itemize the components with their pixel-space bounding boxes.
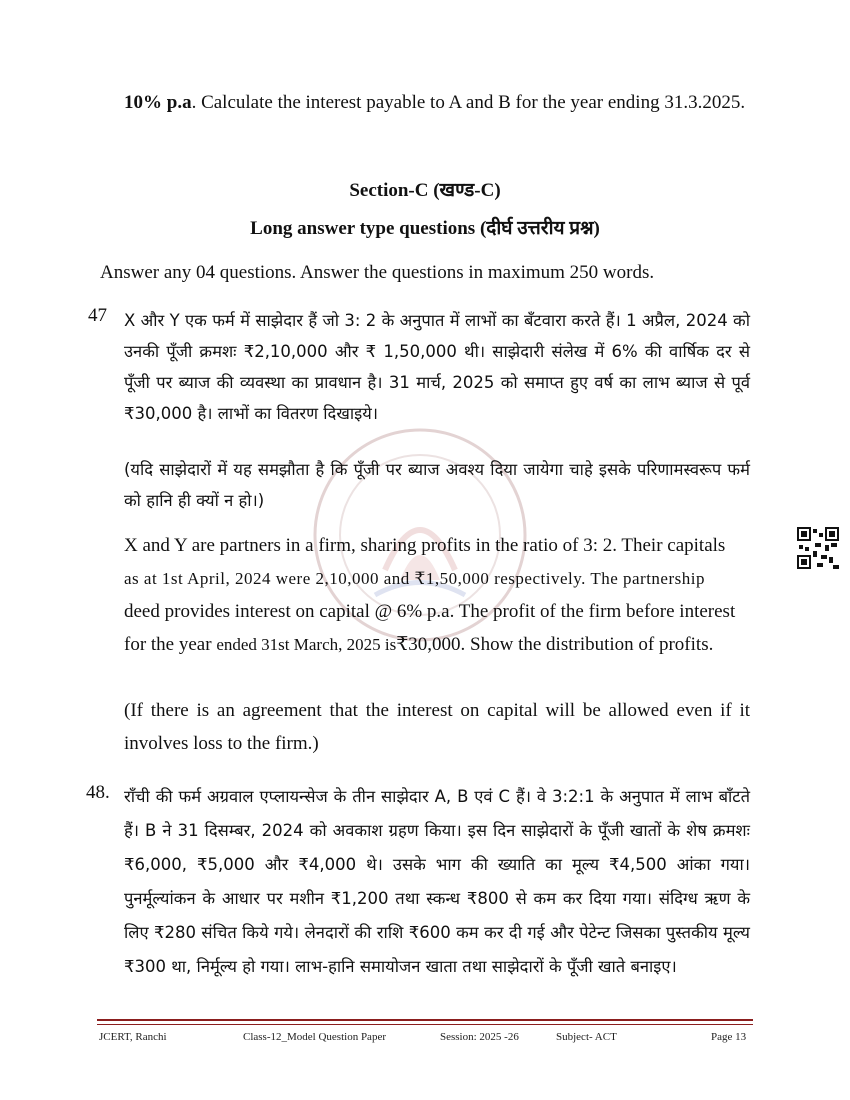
question-47-hindi: X और Y एक फर्म में साझेदार हैं जो 3: 2 के अनुपात में लाभों का बँटवारा करते हैं। 1 अप्रैल, 2024 को उनकी पूँजी क्रमशः ₹2,10,000 और ₹ 1,50,000 थी। साझेदारी संलेख में 6% की वार्षिक दर से पूँजी पर ब्याज की व्यवस्था का प्रावधान है। 31 मार्च, 2025 को समाप्त हुए वर्ष का लाभ ब्याज से पूर्व ₹30,000 है। लाभों का वितरण दिखाइये। bbox=[124, 311, 750, 423]
footer-page-number: Page 13 bbox=[711, 1031, 747, 1043]
question-47-english-line-4: ended 31st March, 2025 is bbox=[216, 635, 397, 654]
question-number-48: 48. bbox=[86, 782, 110, 803]
interest-rate: 10% p.a bbox=[124, 92, 192, 113]
question-47-english-note: (If there is an agreement that the interest on capital will be allowed even if it involves loss to the firm.) bbox=[124, 700, 750, 754]
question-47-hindi-note: (यदि साझेदारों में यह समझौता है कि पूँजी पर ब्याज अवश्य दिया जायेगा चाहे इसके परिणामस्वरूप फर्म को हानि ही क्यों न हो।) bbox=[124, 460, 750, 510]
section-instructions: Answer any 04 questions. Answer the questions in maximum 250 words. bbox=[100, 262, 655, 283]
question-number-47: 47 bbox=[88, 305, 107, 326]
footer-rule-bottom bbox=[97, 1024, 753, 1025]
question-48-hindi: राँची की फर्म अग्रवाल एप्लायन्सेज के तीन साझेदार A, B एवं C हैं। वे 3:2:1 के अनुपात में लाभ बाँटते हैं। B ने 31 दिसम्बर, 2024 को अवकाश ग्रहण किया। इस दिन साझेदारों के पूँजी खातों के शेष क्रमशः ₹6,000, ₹5,000 और ₹4,000 थे। उसके भाग की ख्याति का मूल्य ₹4,500 आंका गया। पुनर्मूल्यांकन के आधार पर मशीन ₹1,200 तथा स्कन्ध ₹800 से कम कर दिया गया। संदिग्ध ऋण के लिए ₹280 संचित किये गये। लेनदारों की राशि ₹600 कम कर दी गई और पेटेन्ट जिसका पुस्तकीय मूल्य ₹300 था, निर्मूल्य हो गया। लाभ-हानि समायोजन खाता तथा साझेदारों के पूँजी खाते बनाइए। bbox=[124, 787, 750, 976]
question-47-english-line-5: ₹30,000. Show the distribution of profits. bbox=[396, 634, 714, 655]
section-subheading: Long answer type questions (दीर्घ उत्तरीय प्रश्न) bbox=[250, 218, 600, 239]
question-47-english-line-1: X and Y are partners in a firm, sharing profits in the ratio of 3: 2. Their capitals bbox=[124, 535, 726, 556]
qr-code[interactable] bbox=[797, 527, 839, 569]
footer-subject: Subject- ACT bbox=[556, 1031, 617, 1043]
question-47-english bbox=[124, 529, 750, 661]
footer-org: JCERT, Ranchi bbox=[99, 1031, 167, 1043]
previous-question-tail bbox=[124, 86, 750, 119]
footer-rule-top bbox=[97, 1019, 753, 1021]
question-47-english-line-2: as at 1st April, 2024 were 2,10,000 and ₹1,50,000 respectively. The partnership bbox=[124, 569, 705, 588]
footer-session: Session: 2025 -26 bbox=[440, 1031, 519, 1043]
footer-paper: Class-12_Model Question Paper bbox=[243, 1031, 386, 1043]
question-47-english-line-3: deed provides interest on capital @ 6% p.a. The profit of the firm before interest for the year bbox=[124, 601, 736, 655]
section-heading: Section-C (खण्ड-C) bbox=[349, 180, 501, 201]
previous-question-text: . Calculate the interest payable to A and B for the year ending 31.3.2025. bbox=[191, 92, 746, 113]
